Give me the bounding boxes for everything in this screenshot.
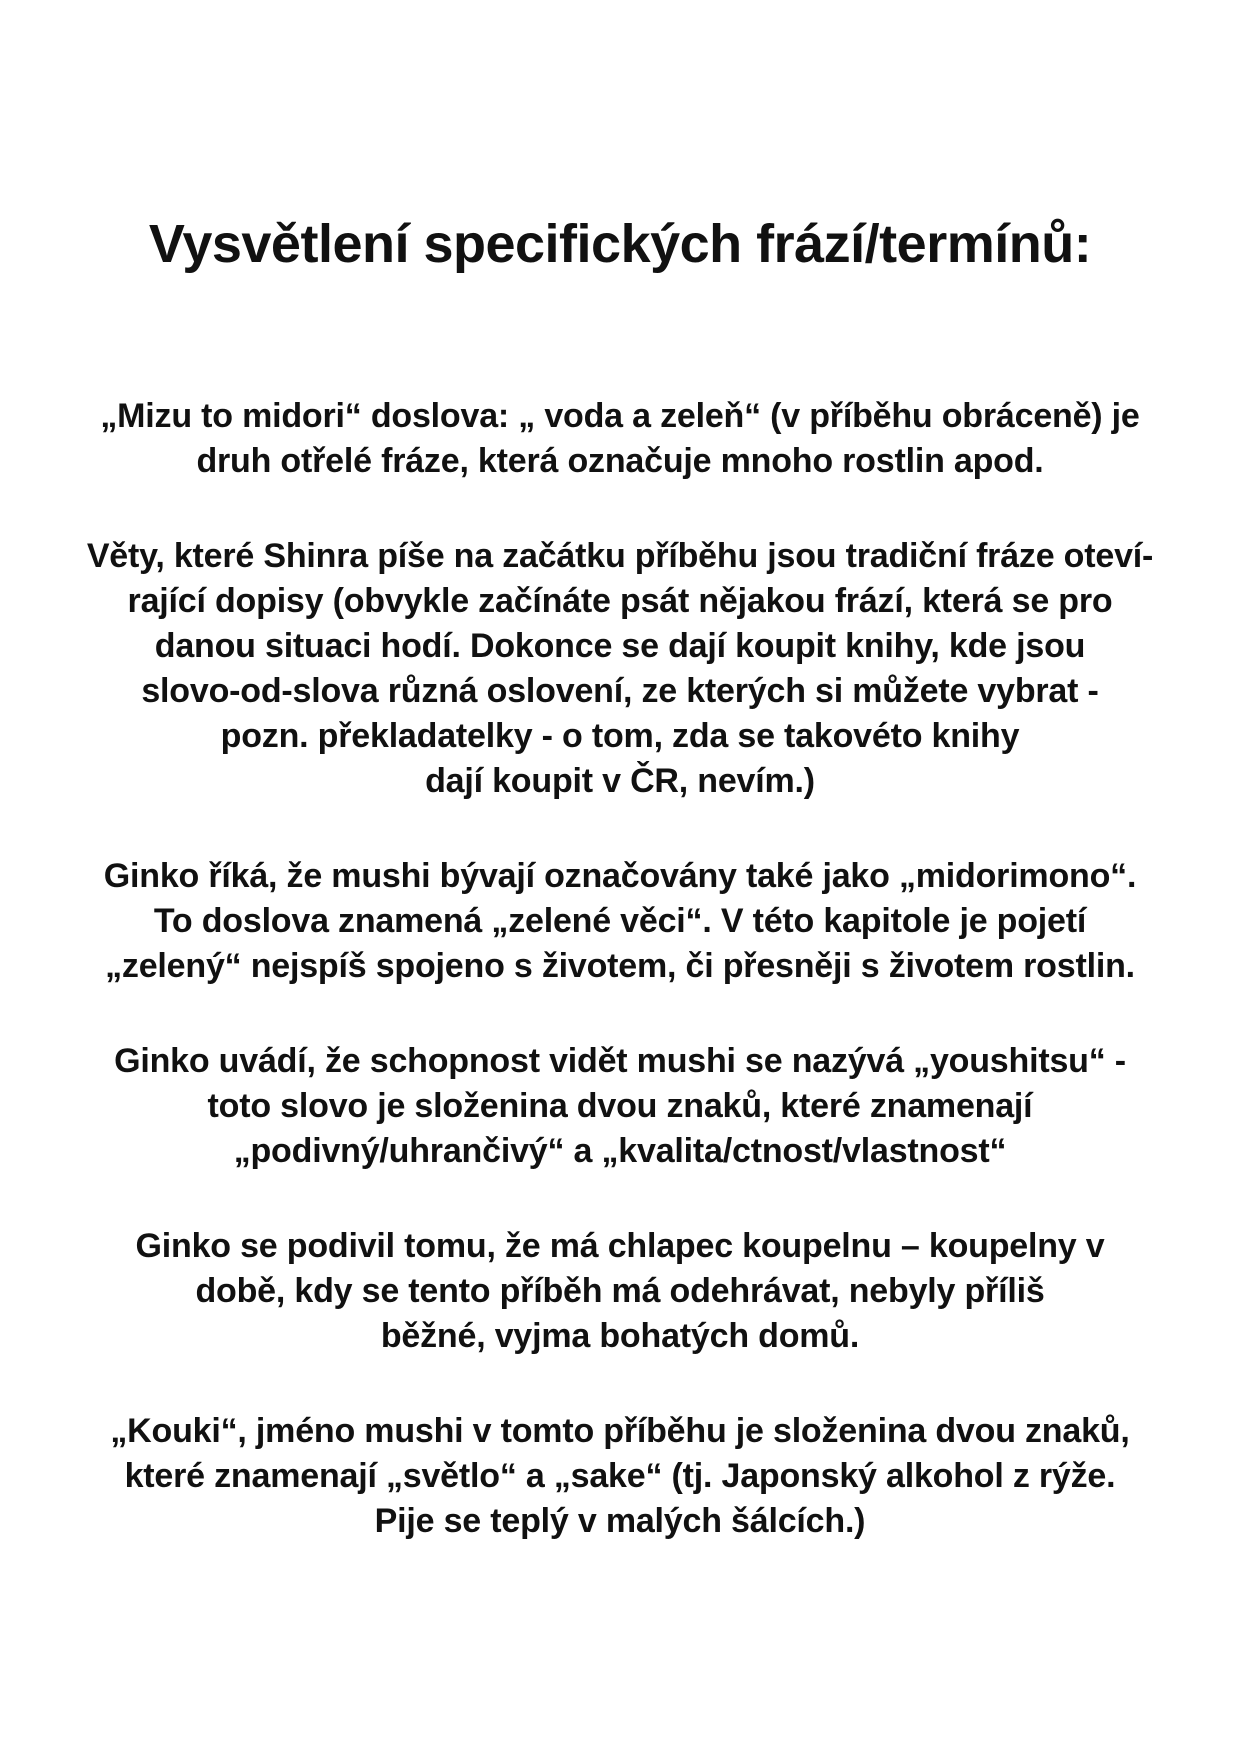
page-title: Vysvětlení specifických frází/termínů: xyxy=(148,214,1092,274)
paragraph xyxy=(60,854,1180,989)
text-line: Ginko říká, že mushi bývají označovány také jako „midorimono“. xyxy=(103,857,1137,895)
paragraph xyxy=(60,1409,1180,1544)
text-line: pozn. překladatelky - o tom, zda se takovéto knihy xyxy=(220,717,1020,755)
text-line: rající dopisy (obvykle začínáte psát nějakou frází, která se pro xyxy=(127,582,1113,620)
text-line: „zelený“ nejspíš spojeno s životem, či přesněji s životem rostlin. xyxy=(105,947,1135,985)
text-line: „Mizu to midori“ doslova: „ voda a zeleň“ (v příběhu obráceně) je xyxy=(100,397,1140,435)
text-line: To doslova znamená „zelené věci“. V této kapitole je pojetí xyxy=(153,902,1087,940)
text-line: dají koupit v ČR, nevím.) xyxy=(425,762,815,800)
paragraph xyxy=(60,1039,1180,1174)
paragraph xyxy=(60,534,1180,804)
paragraph xyxy=(60,1224,1180,1359)
text-line: slovo-od-slova různá oslovení, ze kterých si můžete vybrat - xyxy=(141,672,1099,710)
text-line: „Kouki“, jméno mushi v tomto příběhu je složenina dvou znaků, xyxy=(110,1412,1130,1450)
text-line: druh otřelé fráze, která označuje mnoho rostlin apod. xyxy=(196,442,1044,480)
paragraph xyxy=(60,394,1180,484)
text-line: běžné, vyjma bohatých domů. xyxy=(380,1317,860,1355)
text-line: Ginko se podivil tomu, že má chlapec koupelnu – koupelny v xyxy=(135,1227,1105,1265)
text-line: toto slovo je složenina dvou znaků, které znamenají xyxy=(207,1087,1033,1125)
text-line: „podivný/uhrančivý“ a „kvalita/ctnost/vlastnost“ xyxy=(233,1132,1007,1170)
text-line: Pije se teplý v malých šálcích.) xyxy=(374,1502,866,1540)
text-line: danou situaci hodí. Dokonce se dají koupit knihy, kde jsou xyxy=(154,627,1086,665)
text-line: Ginko uvádí, že schopnost vidět mushi se nazývá „youshitsu“ - xyxy=(114,1042,1126,1080)
text-line: době, kdy se tento příběh má odehrávat, nebyly příliš xyxy=(195,1272,1045,1310)
text-line: Věty, které Shinra píše na začátku příběhu jsou tradiční fráze oteví- xyxy=(86,537,1154,575)
text-line: které znamenají „světlo“ a „sake“ (tj. Japonský alkohol z rýže. xyxy=(124,1457,1116,1495)
paragraphs-container xyxy=(0,394,1240,1544)
